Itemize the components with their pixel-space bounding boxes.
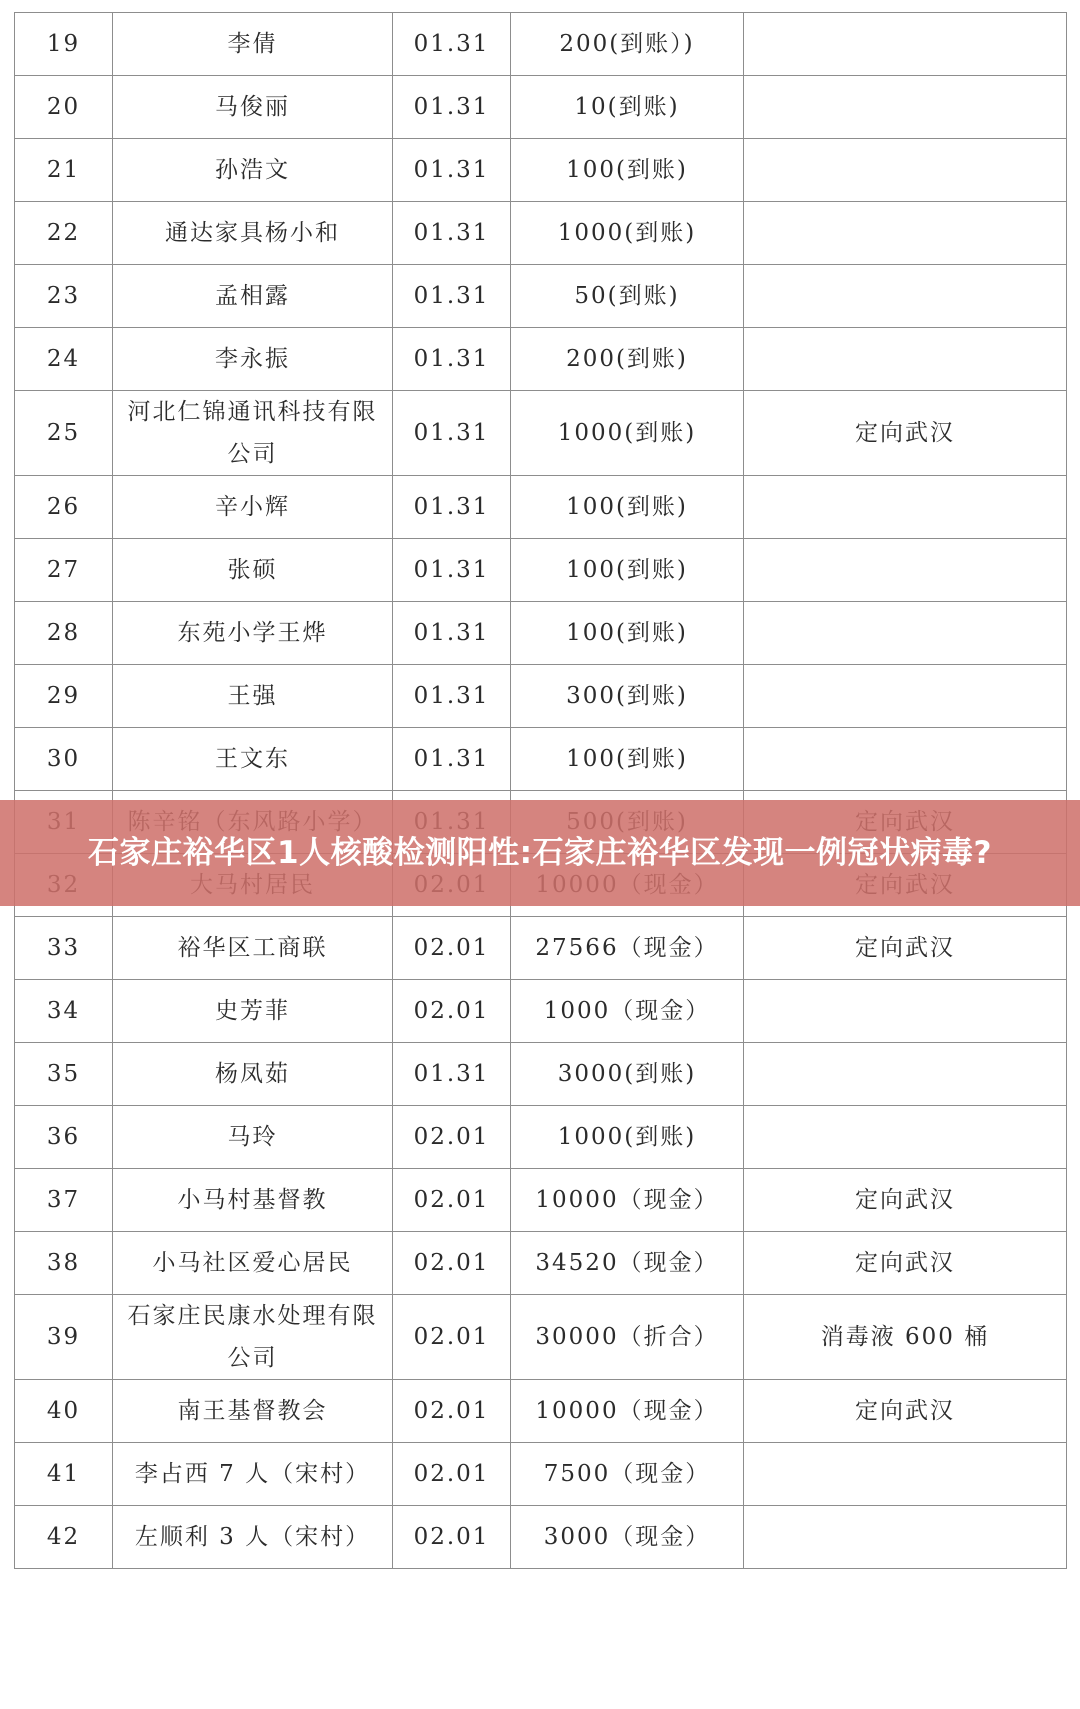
date-cell: 01.31 <box>393 1043 511 1106</box>
date-cell: 01.31 <box>393 539 511 602</box>
date-cell: 02.01 <box>393 1169 511 1232</box>
date-cell: 02.01 <box>393 917 511 980</box>
note-cell <box>744 328 1067 391</box>
table-row <box>15 76 1067 139</box>
row-number-cell: 36 <box>15 1106 113 1169</box>
table-row <box>15 391 1067 476</box>
donor-name-cell: 河北仁锦通讯科技有限公司 <box>113 391 393 476</box>
donor-name-cell: 孙浩文 <box>113 139 393 202</box>
date-cell: 01.31 <box>393 265 511 328</box>
donor-name-cell: 裕华区工商联 <box>113 917 393 980</box>
table-row <box>15 476 1067 539</box>
note-cell <box>744 602 1067 665</box>
amount-cell: 10000（现金） <box>511 1169 744 1232</box>
amount-cell: 34520（现金） <box>511 1232 744 1295</box>
date-cell: 02.01 <box>393 1506 511 1569</box>
date-cell: 01.31 <box>393 728 511 791</box>
note-cell: 定向武汉 <box>744 917 1067 980</box>
donor-name-cell: 李占西 7 人（宋村） <box>113 1443 393 1506</box>
note-cell <box>744 1043 1067 1106</box>
date-cell: 01.31 <box>393 76 511 139</box>
note-cell <box>744 539 1067 602</box>
headline-title: 石家庄裕华区1人核酸检测阳性:石家庄裕华区发现一例冠状病毒? <box>88 835 992 871</box>
amount-cell: 1000(到账) <box>511 391 744 476</box>
date-cell: 02.01 <box>393 980 511 1043</box>
note-cell: 消毒液 600 桶 <box>744 1295 1067 1380</box>
row-number-cell: 25 <box>15 391 113 476</box>
note-cell <box>744 1506 1067 1569</box>
amount-cell: 3000（现金） <box>511 1506 744 1569</box>
row-number-cell: 34 <box>15 980 113 1043</box>
donation-table <box>14 12 1067 1569</box>
row-number-cell: 42 <box>15 1506 113 1569</box>
donor-name-cell: 马俊丽 <box>113 76 393 139</box>
row-number-cell: 39 <box>15 1295 113 1380</box>
donor-name-cell: 李永振 <box>113 328 393 391</box>
amount-cell: 3000(到账) <box>511 1043 744 1106</box>
amount-cell: 7500（现金） <box>511 1443 744 1506</box>
donor-name-cell: 通达家具杨小和 <box>113 202 393 265</box>
table-row <box>15 1506 1067 1569</box>
table-row <box>15 917 1067 980</box>
donor-name-cell: 孟相露 <box>113 265 393 328</box>
donor-name-cell: 左顺利 3 人（宋村） <box>113 1506 393 1569</box>
donor-name-cell: 马玲 <box>113 1106 393 1169</box>
note-cell: 定向武汉 <box>744 1232 1067 1295</box>
donor-name-cell: 辛小辉 <box>113 476 393 539</box>
table-row <box>15 602 1067 665</box>
amount-cell: 100(到账) <box>511 476 744 539</box>
date-cell: 01.31 <box>393 476 511 539</box>
date-cell: 01.31 <box>393 391 511 476</box>
amount-cell: 200(到账）) <box>511 13 744 76</box>
date-cell: 02.01 <box>393 1443 511 1506</box>
date-cell: 01.31 <box>393 202 511 265</box>
date-cell: 02.01 <box>393 1106 511 1169</box>
table-row <box>15 539 1067 602</box>
row-number-cell: 38 <box>15 1232 113 1295</box>
table-row <box>15 328 1067 391</box>
table-row <box>15 265 1067 328</box>
date-cell: 02.01 <box>393 1232 511 1295</box>
note-cell <box>744 265 1067 328</box>
table-row <box>15 1295 1067 1380</box>
row-number-cell: 22 <box>15 202 113 265</box>
donor-name-cell: 张硕 <box>113 539 393 602</box>
donor-name-cell: 小马村基督教 <box>113 1169 393 1232</box>
table-row <box>15 980 1067 1043</box>
note-cell: 定向武汉 <box>744 391 1067 476</box>
donor-name-cell: 小马社区爱心居民 <box>113 1232 393 1295</box>
amount-cell: 100(到账) <box>511 602 744 665</box>
amount-cell: 10(到账) <box>511 76 744 139</box>
row-number-cell: 37 <box>15 1169 113 1232</box>
note-cell <box>744 1106 1067 1169</box>
row-number-cell: 21 <box>15 139 113 202</box>
row-number-cell: 19 <box>15 13 113 76</box>
note-cell <box>744 76 1067 139</box>
table-row <box>15 1443 1067 1506</box>
amount-cell: 1000（现金） <box>511 980 744 1043</box>
donor-name-cell: 李倩 <box>113 13 393 76</box>
row-number-cell: 30 <box>15 728 113 791</box>
amount-cell: 200(到账) <box>511 328 744 391</box>
table-row <box>15 665 1067 728</box>
date-cell: 01.31 <box>393 13 511 76</box>
amount-cell: 50(到账) <box>511 265 744 328</box>
amount-cell: 100(到账) <box>511 539 744 602</box>
row-number-cell: 41 <box>15 1443 113 1506</box>
amount-cell: 30000（折合） <box>511 1295 744 1380</box>
note-cell <box>744 476 1067 539</box>
date-cell: 02.01 <box>393 1380 511 1443</box>
donor-name-cell: 王强 <box>113 665 393 728</box>
donor-name-cell: 王文东 <box>113 728 393 791</box>
amount-cell: 1000(到账) <box>511 202 744 265</box>
row-number-cell: 20 <box>15 76 113 139</box>
note-cell <box>744 202 1067 265</box>
row-number-cell: 27 <box>15 539 113 602</box>
donor-name-cell: 石家庄民康水处理有限公司 <box>113 1295 393 1380</box>
donor-name-cell: 史芳菲 <box>113 980 393 1043</box>
note-cell <box>744 665 1067 728</box>
table-row <box>15 13 1067 76</box>
row-number-cell: 29 <box>15 665 113 728</box>
note-cell: 定向武汉 <box>744 1380 1067 1443</box>
date-cell: 02.01 <box>393 1295 511 1380</box>
table-row <box>15 1106 1067 1169</box>
donor-name-cell: 东苑小学王烨 <box>113 602 393 665</box>
row-number-cell: 26 <box>15 476 113 539</box>
row-number-cell: 24 <box>15 328 113 391</box>
amount-cell: 100(到账) <box>511 139 744 202</box>
row-number-cell: 40 <box>15 1380 113 1443</box>
table-row <box>15 728 1067 791</box>
amount-cell: 27566（现金） <box>511 917 744 980</box>
table-body <box>15 13 1067 1569</box>
headline-banner <box>0 800 1080 906</box>
date-cell: 01.31 <box>393 665 511 728</box>
note-cell <box>744 139 1067 202</box>
date-cell: 01.31 <box>393 328 511 391</box>
date-cell: 01.31 <box>393 602 511 665</box>
table-row <box>15 139 1067 202</box>
note-cell <box>744 13 1067 76</box>
row-number-cell: 23 <box>15 265 113 328</box>
amount-cell: 300(到账) <box>511 665 744 728</box>
donor-name-cell: 南王基督教会 <box>113 1380 393 1443</box>
row-number-cell: 28 <box>15 602 113 665</box>
date-cell: 01.31 <box>393 139 511 202</box>
row-number-cell: 35 <box>15 1043 113 1106</box>
amount-cell: 100(到账) <box>511 728 744 791</box>
note-cell <box>744 980 1067 1043</box>
table-row <box>15 1169 1067 1232</box>
table-row <box>15 202 1067 265</box>
note-cell: 定向武汉 <box>744 1169 1067 1232</box>
table-row <box>15 1380 1067 1443</box>
row-number-cell: 33 <box>15 917 113 980</box>
amount-cell: 1000(到账) <box>511 1106 744 1169</box>
note-cell <box>744 728 1067 791</box>
donor-name-cell: 杨凤茹 <box>113 1043 393 1106</box>
amount-cell: 10000（现金） <box>511 1380 744 1443</box>
note-cell <box>744 1443 1067 1506</box>
table-row <box>15 1232 1067 1295</box>
table-row <box>15 1043 1067 1106</box>
